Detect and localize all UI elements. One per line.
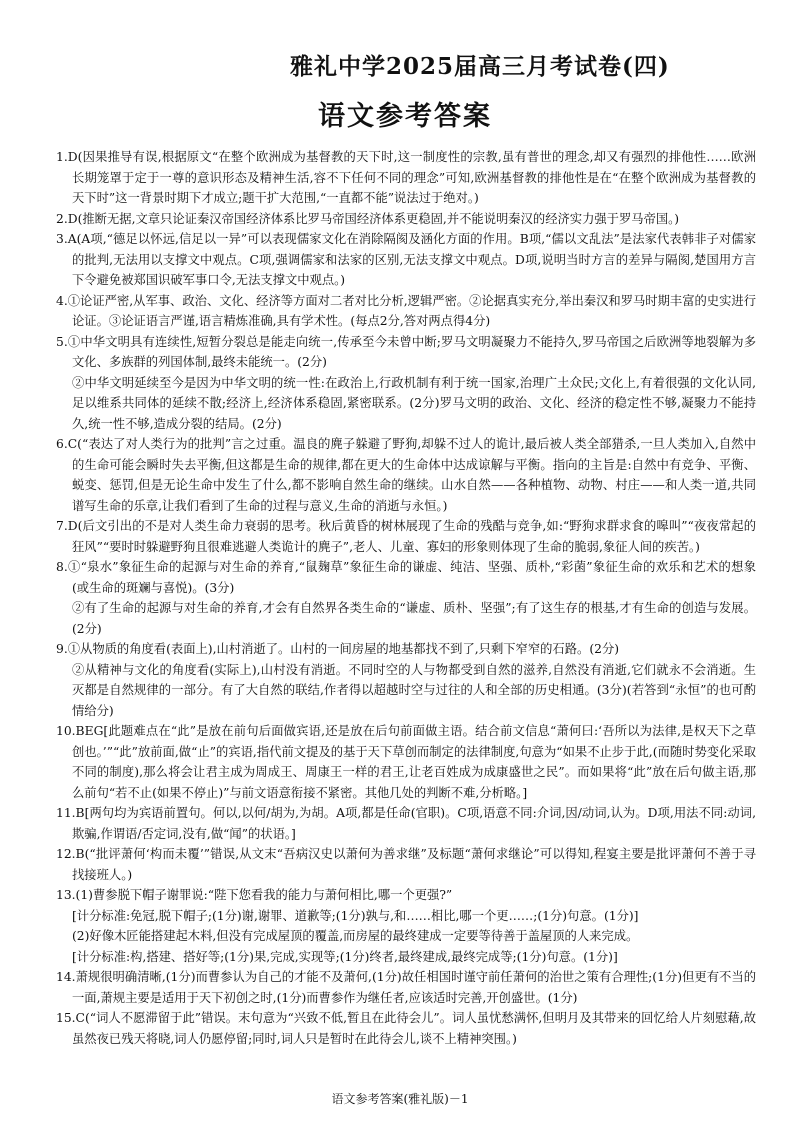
answer-text: 15.C(“词人不愿滞留于此”错误。末句意为“兴致不低,暂且在此待会儿”。词人虽忧愁满怀,但明月及其带来的回忆给人片刻慰藉,故虽然夜已残天将晓,词人仍愿停留;同时,词人只是暂时在此待会儿,谈不上精神突围。)	[56, 1011, 756, 1046]
answer-item	[56, 147, 756, 209]
answer-text: 11.B[两句均为宾语前置句。何以,以何/胡为,为胡。A项,都是任命(官职)。C项,语意不同:介词,因/动词,认为。D项,用法不同:动词,欺骗,作谓语/否定词,没有,做“闻”的状语。]	[56, 806, 756, 841]
answer-list	[56, 147, 756, 1049]
answer-text: 8.①“泉水”象征生命的起源与对生命的养育,“鼠麹草”象征生命的谦虚、纯洁、坚强、质朴,“彩菌”象征生命的欢乐和艺术的想象(或生命的斑斓与喜悦)。(3分)	[56, 560, 756, 595]
answer-subpoint: ②中华文明延续至今是因为中华文明的统一性:在政治上,行政机制有利于统一国家,治理广土众民;文化上,有着很强的文化认同,足以维系共同体的延续不散;经济上,经济体系稳固,紧密联系。(2分)罗马文明的政治、文化、经济的稳定性不够,凝聚力不能持久,统一性不够,造成分裂的结局。(2分)	[72, 375, 756, 431]
answer-subpoint: [计分标准:构,搭建、搭好等;(1分)果,完成,实现等;(1分)终者,最终建成,最终完成等;(1分)句意。(1分)]	[72, 949, 618, 964]
answer-item	[56, 967, 756, 1008]
answer-item	[56, 516, 756, 557]
answer-subpoint: [计分标准:免冠,脱下帽子;(1分)谢,谢罪、道歉等;(1分)孰与,和……相比,哪一个更……;(1分)句意。(1分)]	[72, 908, 639, 923]
answer-text: 6.C(“表达了对人类行为的批判”言之过重。温良的麂子躲避了野狗,却躲不过人的诡计,最后被人类全部猎杀,一旦人类加入,自然中的生命可能会瞬时失去平衡,但这都是生命的规律,都在更大的生命体中达成谅解与平衡。指向的主旨是:自然中有竞争、平衡、蜕变、惩罚,但是无论生命中发生了什么,都不影响自然生命的继续。山水自然——各种植物、动物、村庄——和人类一道,共同谱写生命的乐章,让我们看到了生命的过程与意义,生命的消逝与永恒。)	[56, 437, 756, 513]
exam-title: 雅礼中学2025届高三月考试卷(四)	[290, 53, 670, 80]
answer-item	[56, 803, 756, 844]
answer-item	[56, 885, 756, 967]
answer-text: 13.(1)曹参脱下帽子谢罪说:“陛下您看我的能力与萧何相比,哪一个更强?”	[56, 888, 453, 902]
answer-item	[56, 721, 756, 803]
answer-subpoint: ②有了生命的起源与对生命的养育,才会有自然界各类生命的“谦虚、质朴、坚强”;有了这生存的根基,才有生命的创造与发展。(2分)	[72, 601, 756, 636]
answer-text: 3.A(A项,“德足以怀远,信足以一异”可以表现儒家文化在消除隔阂及涵化方面的作用。B项,“儒以文乱法”是法家代表韩非子对儒家的批判,无法用以支撑文中观点。C项,强调儒家和法家的区别,无法支撑文中观点。D项,说明当时方言的差异与隔阂,楚国用方言下令避免被郑国识破军事口令,无法支撑文中观点。)	[56, 232, 756, 287]
answer-item	[56, 639, 756, 721]
answer-item	[56, 557, 756, 639]
answer-text: 12.B(“批评萧何‘构而未覆’”错误,从文末“吾病汉史以萧何为善求继”及标题“萧何求继论”可以得知,程宴主要是批评萧何不善于寻找接班人。)	[56, 847, 756, 882]
answer-text: 5.①中华文明具有连续性,短暂分裂总是能走向统一,传承至今未曾中断;罗马文明凝聚力不能持久,罗马帝国之后欧洲等地裂解为多文化、多族群的列国体制,最终未能统一。(2分)	[56, 334, 756, 369]
answer-item	[56, 844, 756, 885]
answer-text: 9.①从物质的角度看(表面上),山村消逝了。山村的一间房屋的地基都找不到了,只剩下窄窄的石路。(2分)	[56, 642, 620, 656]
answer-text: 7.D(后文引出的不是对人类生命力衰弱的思考。秋后黄昏的树林展现了生命的残酷与竞争,如:“野狗求群求食的嗥叫”“夜夜常起的狂风”“要时时躲避野狗且很难逃避人类诡计的麂子”,老人、儿童、寡妇的形象则体现了生命的脆弱,象征人间的疾苦。)	[56, 519, 756, 554]
answer-item	[56, 209, 756, 230]
answer-subpoint: (2)好像木匠能搭建起木料,但没有完成屋顶的覆盖,而房屋的最终建成一定要等待善于盖屋顶的人来完成。	[72, 929, 639, 943]
answer-text: 14.萧规很明确清晰,(1分)而曹参认为自己的才能不及萧何,(1分)故任相国时谨守前任萧何的治世之策有合理性;(1分)但更有不当的一面,萧规主要是适用于天下初创之时,(1分)而曹参作为继任者,应该适时完善,开创盛世。(1分)	[56, 970, 756, 1005]
answer-text: 10.BEG[此题难点在“此”是放在前句后面做宾语,还是放在后句前面做主语。结合前文信息“萧何曰:‘吾所以为法律,是权天下之草创也。’”“此”放前面,做“止”的宾语,指代前文提及的基于天下草创而制定的法律制度,句意为“如果不止步于此,(而随时势变化采取不同的制度),那么将会让君主成为周成王、周康王一样的君王,让老百姓成为成康盛世之民”。而如果将“此”放在后句做主语,那么前句“若不止(如果不停止)”与前文语意衔接不紧密。其他几处的判断不难,分析略。]	[56, 724, 756, 800]
answer-item	[56, 1008, 756, 1049]
answer-item	[56, 229, 756, 291]
answer-subpoint: ②从精神与文化的角度看(实际上),山村没有消逝。不同时空的人与物都受到自然的滋养,自然没有消逝,它们就永不会消逝。生灭都是自然规律的一部分。有了大自然的联结,作者得以超越时空与过往的人和全部的历史相通。(3分)(若答到“永恒”的也可酌情给分)	[72, 662, 756, 718]
answer-item	[56, 291, 756, 332]
answer-item	[56, 332, 756, 435]
answer-text: 4.①论证严密,从军事、政治、文化、经济等方面对二者对比分析,逻辑严密。②论据真实充分,举出秦汉和罗马时期丰富的史实进行论证。③论证语言严谨,语言精炼准确,具有学术性。(每点2分,答对两点得4分)	[56, 293, 756, 328]
answer-text: 2.D(推断无据,文章只论证秦汉帝国经济体系比罗马帝国经济体系更稳固,并不能说明秦汉的经济实力强于罗马帝国。)	[56, 211, 680, 226]
answer-text: 1.D(因果推导有误,根据原文“在整个欧洲成为基督教的天下时,这一制度性的宗教,虽有普世的理念,却又有强烈的排他性……欧洲长期笼罩于定于一尊的意识形态及精神生活,容不下任何不同的理念”可知,欧洲基督教的排他性是在“在整个欧洲成为基督教的天下时”这一背景时期下才成立;题干扩大范围,“一直都不能”说法过于绝对。)	[56, 150, 756, 205]
answer-key-title: 语文参考答案	[318, 101, 492, 132]
page-footer: 语文参考答案(雅礼版)－1	[331, 1092, 469, 1106]
answer-item	[56, 434, 756, 516]
